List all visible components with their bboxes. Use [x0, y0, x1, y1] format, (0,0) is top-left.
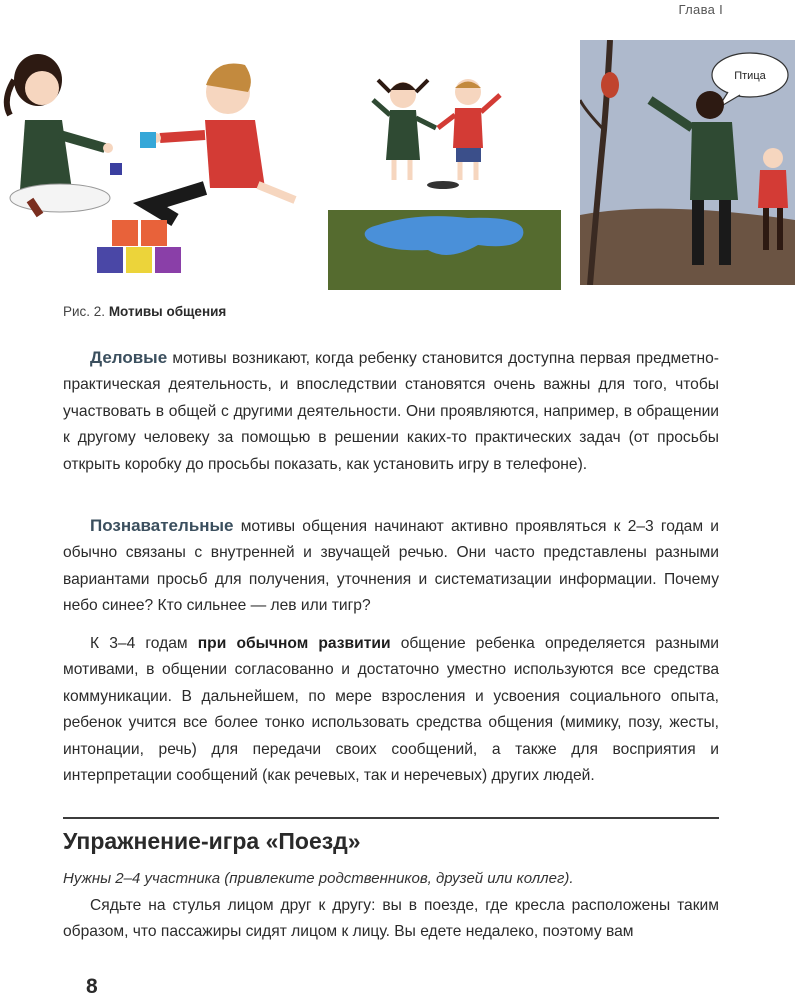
keyword-cognitive: Познавательные — [90, 516, 234, 535]
exercise-requirement: Нужны 2–4 участника (привлеките родственников, друзей или коллег). — [63, 870, 574, 887]
illustration-children-blocks — [0, 40, 305, 290]
caption-prefix: Рис. 2. — [63, 304, 109, 319]
paragraph-text: мотивы возникают, когда ребенку становится доступна первая предметно-практическая деятельность, и впоследствии становятся очень важны для того, чтобы участвовать в общей с другими деятельности. Они проявляются, например, в обращении к другому человеку за помощью в решении каких-то практических задач (от просьбы открыть коробку до просьбы показать, как установить игру в телефоне). — [63, 350, 719, 473]
page-number: 8 — [86, 975, 98, 998]
keyword-normal-development: при обычном развитии — [197, 635, 391, 652]
caption-title: Мотивы общения — [108, 304, 227, 319]
paragraph-normal-development — [63, 631, 719, 789]
paragraph-lead: К 3–4 годам — [90, 635, 198, 652]
running-head: Глава I — [678, 2, 723, 17]
section-divider — [63, 817, 719, 819]
paragraph-text: мотивы общения начинают активно проявляться к 2–3 годам и обычно связаны с внутренней и звучащей речью. Они часто представлены разными вариантами просьб для получения, уточнения и систематизации информации. Почему небо синее? Кто сильнее — лев или тигр? — [63, 518, 719, 615]
illustration-children-puddle — [328, 40, 561, 290]
exercise-title: Упражнение-игра «Поезд» — [63, 828, 361, 854]
speech-bubble-text: Птица — [734, 70, 766, 82]
paragraph-cognitive-motives — [63, 513, 719, 620]
illustration-bird-pointing — [580, 40, 795, 285]
paragraph-business-motives — [63, 345, 719, 478]
exercise-text: Сядьте на стулья лицом друг к другу: вы в поезде, где кресла расположены таким образом, что пассажиры сидят лицом к лицу. Вы едете недалеко, поэтому вам — [63, 897, 719, 941]
keyword-business: Деловые — [90, 348, 168, 367]
paragraph-text: общение ребенка определяется разными мотивами, в общении согласованно и достаточно уместно используются все средства коммуникации. В дальнейшем, по мере взросления и усвоения социального опыта, ребенок учится все более тонко использовать средства общения (мимику, позу, жесты, интонации, речь) для передачи своих сообщений, а также для восприятия и интерпретации сообщений (как речевых, так и неречевых) других людей. — [63, 635, 719, 785]
figure-caption — [63, 304, 226, 319]
